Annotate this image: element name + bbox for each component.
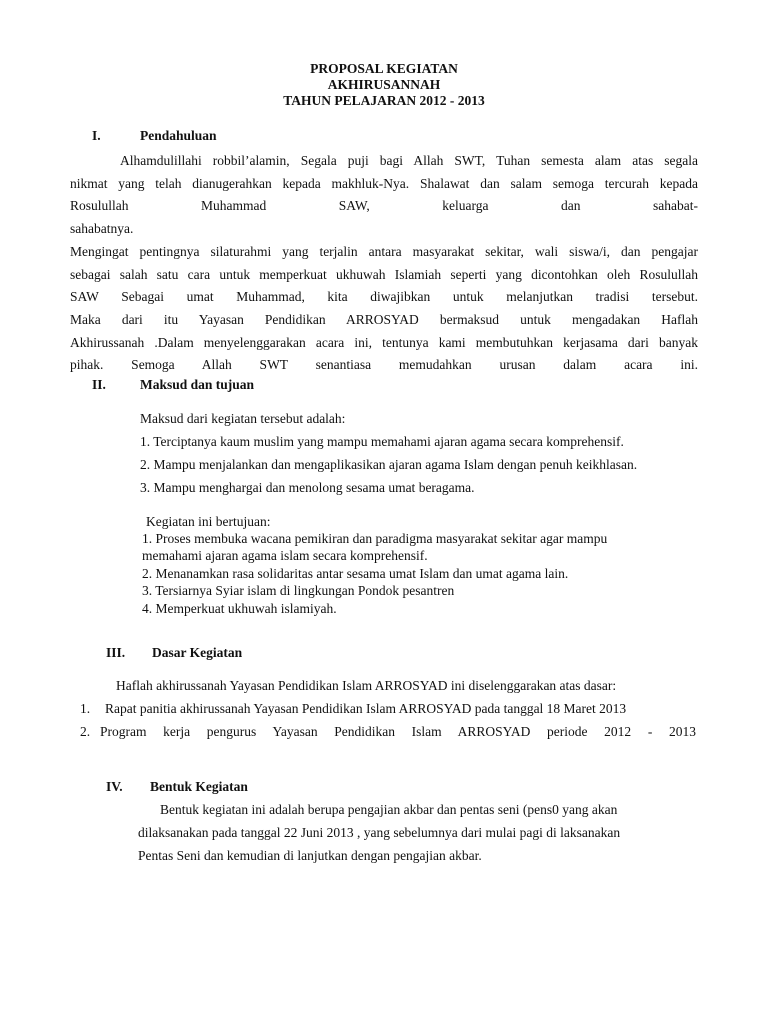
section-2-goal-line: 4. Memperkuat ukhuwah islamiyah.: [142, 601, 337, 616]
section-4-title: Bentuk Kegiatan: [150, 779, 248, 794]
section-3-number: III.: [106, 645, 126, 660]
section-2-intro: Maksud dari kegiatan tersebut adalah:: [140, 411, 346, 426]
section-3-item-text: Program kerja pengurus Yayasan Pendidikan Islam ARROSYAD periode 2012 - 2013: [100, 724, 696, 739]
document-title-line-3: TAHUN PELAJARAN 2012 - 2013: [283, 93, 485, 108]
section-2-goal-line: 2. Menanamkan rasa solidaritas antar sesama umat Islam dan umat agama lain.: [142, 566, 569, 581]
section-1-line: Alhamdulillahi robbil’alamin, Segala puji bagi Allah SWT, Tuhan semesta alam atas segala: [120, 153, 698, 168]
section-3-item-number: 2.: [80, 724, 91, 739]
section-2-list-item: 2. Mampu menjalankan dan mengaplikasikan ajaran agama Islam dengan penuh keikhlasan.: [140, 457, 638, 472]
section-1-line: Rosulullah Muhammad SAW, keluarga dan sahabat-sahabatnya.: [70, 198, 698, 237]
section-4-line: Pentas Seni dan kemudian di lanjutkan dengan pengajian akbar.: [138, 848, 482, 863]
section-1-line: Maka dari itu Yayasan Pendidikan ARROSYAD bermaksud untuk mengadakan Haflah: [70, 311, 698, 327]
section-3-intro: Haflah akhirussanah Yayasan Pendidikan Islam ARROSYAD ini diselenggarakan atas dasar:: [116, 678, 617, 693]
section-1-line: nikmat yang telah dianugerahkan kepada makhluk-Nya. Shalawat dan salam semoga tercurah kepada: [70, 175, 698, 191]
section-3-item-text: Rapat panitia akhirussanah Yayasan Pendidikan Islam ARROSYAD pada tanggal 18 Maret 2013: [105, 701, 627, 716]
document-title-line-2: AKHIRUSANNAH: [327, 77, 441, 92]
section-2-goal-line: 1. Proses membuka wacana pemikiran dan paradigma masyarakat sekitar agar mampu: [142, 531, 608, 546]
section-1-body: [70, 150, 698, 377]
section-4-line: Bentuk kegiatan ini adalah berupa pengajian akbar dan pentas seni (pens0 yang akan: [160, 802, 618, 817]
section-3-title: Dasar Kegiatan: [152, 645, 243, 660]
document-title-line-1: PROPOSAL KEGIATAN: [310, 61, 458, 76]
section-2-list-item: 3. Mampu menghargai dan menolong sesama umat beragama.: [140, 480, 475, 495]
section-2-goal-line: 3. Tersiarnya Syiar islam di lingkungan Pondok pesantren: [142, 583, 455, 598]
section-2-goal-intro: Kegiatan ini bertujuan:: [146, 514, 271, 529]
section-2-goal-line: memahami ajaran agama islam secara komprehensif.: [142, 548, 428, 563]
section-2-list-item: 1. Terciptanya kaum muslim yang mampu memahami ajaran agama secara komprehensif.: [140, 434, 624, 449]
section-1-line: pihak. Semoga Allah SWT senantiasa memudahkan urusan dalam acara ini.: [70, 357, 698, 373]
section-2-title: Maksud dan tujuan: [140, 377, 255, 392]
section-2-number: II.: [92, 377, 106, 392]
section-1-line: Akhirussanah .Dalam menyelenggarakan acara ini, tentunya kami membutuhkan kerjasama dari banyak: [70, 334, 698, 350]
section-1-title: Pendahuluan: [140, 128, 217, 143]
section-1-line: SAW Sebagai umat Muhammad, kita diwajibkan untuk melanjutkan tradisi tersebut.: [70, 289, 698, 305]
section-1-line: Mengingat pentingnya silaturahmi yang terjalin antara masyarakat sekitar, wali siswa/i, dan pengajar: [70, 243, 698, 259]
section-4-line: dilaksanakan pada tanggal 22 Juni 2013 , yang sebelumnya dari mulai pagi di laksanakan: [138, 825, 621, 840]
section-3-item-number: 1.: [80, 701, 91, 716]
section-4-number: IV.: [106, 779, 123, 794]
section-1-line: sebagai salah satu cara untuk memperkuat ukhuwah Islamiah seperti yang dicontohkan oleh Rosulullah: [70, 266, 698, 282]
section-1-number: I.: [92, 128, 101, 143]
